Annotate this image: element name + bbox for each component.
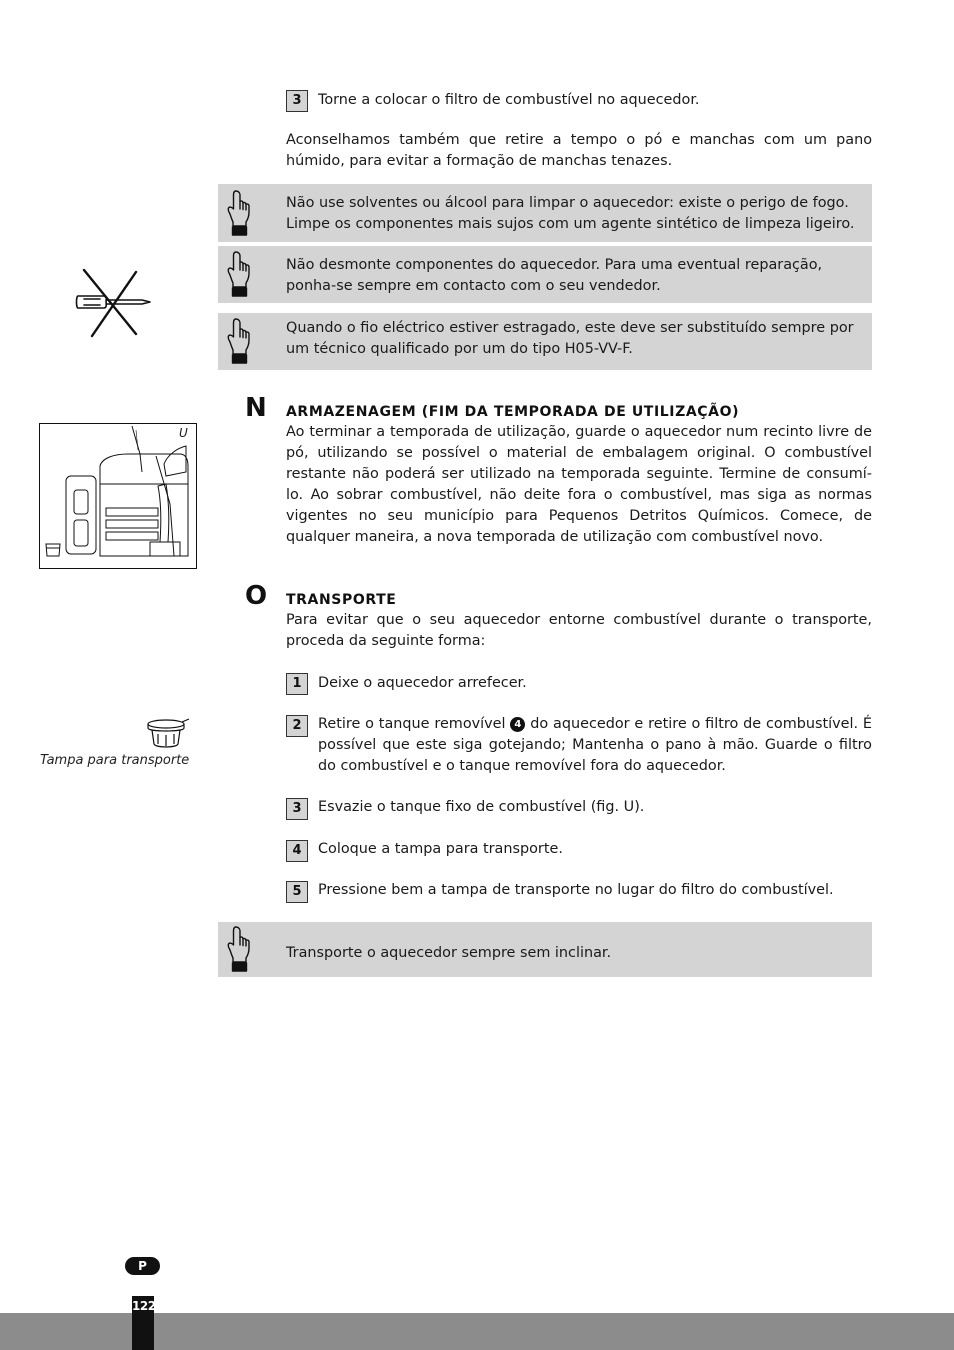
reference-number-badge: 4	[510, 717, 525, 732]
note-text: Não desmonte componentes do aquecedor. Para uma eventual reparação, ponha-se sempre em contacto com o seu vendedor.	[286, 257, 823, 294]
pointing-hand-icon	[224, 925, 252, 973]
warning-note	[218, 184, 872, 242]
note-text: Quando o fio eléctrico estiver estragado, este deve ser substituído sempre por um técnico qualificado por um do tipo H05-VV-F.	[286, 320, 854, 357]
section-heading: ARMAZENAGEM (FIM DA TEMPORADA DE UTILIZAÇÃO)	[286, 404, 740, 420]
warning-note	[218, 313, 872, 370]
step-text-part: Retire o tanque removível	[318, 716, 506, 732]
section-letter: N	[245, 393, 267, 423]
warning-note	[218, 246, 872, 303]
step-number: 3	[286, 90, 308, 112]
transport-intro: Para evitar que o seu aquecedor entorne combustível durante o transporte, proceda da seguinte forma:	[286, 612, 872, 649]
step-number: 1	[286, 673, 308, 695]
step-text: Esvazie o tanque fixo de combustível (fig. U).	[318, 799, 645, 815]
step-number: 2	[286, 715, 308, 737]
step-text: Pressione bem a tampa de transporte no lugar do filtro do combustível.	[318, 882, 834, 898]
step-text	[318, 714, 872, 777]
note-text: Não use solventes ou álcool para limpar o aquecedor: existe o perigo de fogo. Limpe os componentes mais sujos com um agente sintético de limpeza ligeiro.	[286, 195, 855, 232]
step-number: 5	[286, 881, 308, 903]
step-text: Torne a colocar o filtro de combustível no aquecedor.	[318, 92, 700, 108]
figure-caption: Tampa para transporte	[40, 753, 190, 768]
no-screwdriver-icon	[70, 266, 156, 338]
section-letter: O	[245, 581, 268, 611]
page-number: 122	[132, 1296, 154, 1350]
step-number: 3	[286, 798, 308, 820]
figure-label: U	[179, 426, 188, 440]
step-number: 4	[286, 840, 308, 862]
pointing-hand-icon	[224, 317, 252, 365]
advice-paragraph: Aconselhamos também que retire a tempo o pó e manchas com um pano húmido, para evitar a formação de manchas tenazes.	[286, 132, 872, 169]
pointing-hand-icon	[224, 250, 252, 298]
step-text: Deixe o aquecedor arrefecer.	[318, 675, 527, 691]
transport-cap-icon	[144, 716, 192, 752]
pointing-hand-icon	[224, 189, 252, 237]
step-text: Coloque a tampa para transporte.	[318, 841, 563, 857]
note-text: Transporte o aquecedor sempre sem inclinar.	[286, 945, 612, 961]
step-text-part: do aquecedor e retire o filtro de combustível. É possível que este siga gotejando; Mantenha o pano à mão. Guarde o filtro do combustível e o tanque removível fora do aquecedor.	[318, 716, 872, 774]
storage-paragraph: Ao terminar a temporada de utilização, guarde o aquecedor num recinto livre de pó, utilizando se possível o material de embalagem original. O combustível restante não poderá ser utilizado na temporada seguinte. Termine de consumí-lo. Ao sobrar combustível, não deite fora o combustível, mas siga as normas vigentes no seu município para Pequenos Detritos Químicos. Comece, de qualquer maneira, a nova temporada de utilização com combustível novo.	[286, 424, 872, 545]
section-heading: TRANSPORTE	[286, 592, 397, 608]
figure-u	[39, 423, 197, 569]
heater-illustration	[40, 424, 196, 568]
warning-note	[218, 922, 872, 977]
language-badge: P	[125, 1257, 160, 1275]
